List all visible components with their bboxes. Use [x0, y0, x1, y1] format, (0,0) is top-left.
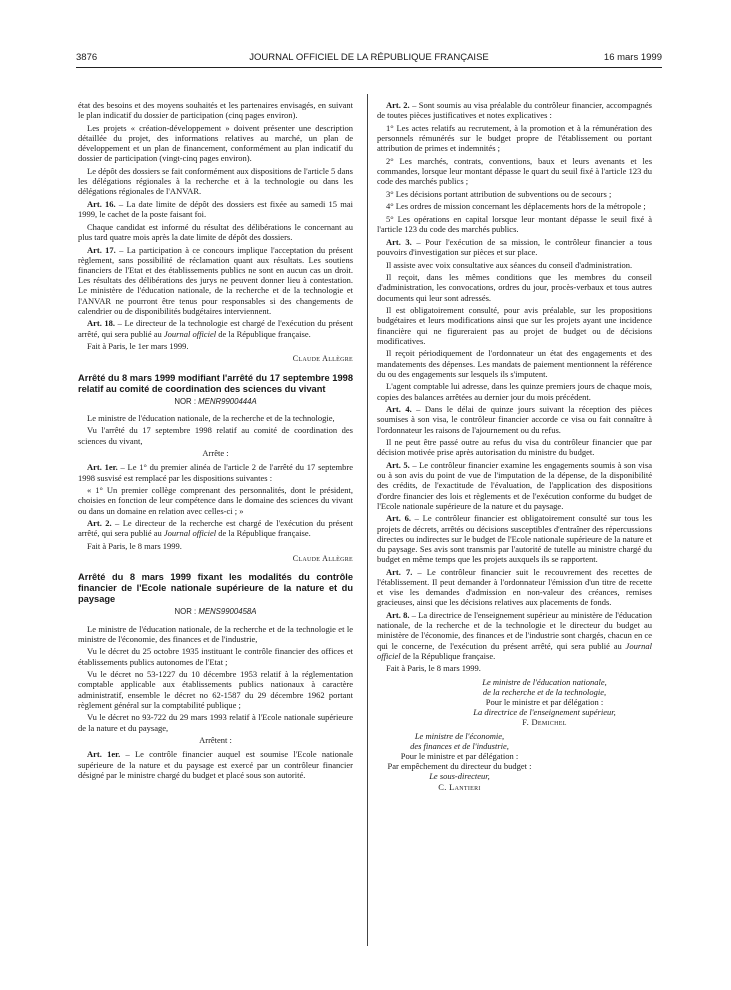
article-2 [377, 100, 652, 120]
page-header [76, 52, 662, 66]
nor-reference: NOR : MENS9900458A [174, 607, 257, 617]
paragraph: Il ne peut être passé outre au refus du visa du contrôleur financier que par décision motivée prise après autorisation du ministre du budget. [377, 437, 652, 458]
signing-place-date: Fait à Paris, le 8 mars 1999. [87, 541, 182, 551]
paragraph: Il reçoit périodiquement de l'ordonnateur un état des engagements et des mandatements des dépenses. Les mandats de paiement mentionnent la référence du ou des engagements sur lesquels ils s'imputent. [377, 348, 652, 379]
decree-title: Arrêté du 8 mars 1999 modifiant l'arrêté du 17 septembre 1998 relatif au comité de coordination des sciences du vivant [78, 372, 353, 394]
article-1 [78, 749, 353, 780]
article-text: – La directrice de l'enseignement supérieur au ministère de l'éducation nationale, de la recherche et de la technologie et le directeur du budget au ministère de l'économie, des finances et de l'industrie sont chargés, chacun en ce qui le concerne, de l'exécution du présent arrêté, qui sera publié au [377, 609, 653, 651]
article-label: Art. 2. [386, 100, 410, 110]
article-text: de la République française. [216, 528, 311, 539]
article-1 [78, 462, 353, 482]
article-text: – Le contrôleur financier examine les engagements soumis à son visa ou à son avis du point de vue de l'imputation de la dépense, de la disponibilité des crédits, de l'exactitude de l'évaluation, de l'application des dispositions d'ordre financier des lois et règlements et de l'exécution conforme du budget de l'Ecole nationale supérieure de la nature et du paysage. [377, 459, 652, 511]
paragraph: Vu le décret no 53-1227 du 10 décembre 1953 relatif à la réglementation comptable applicable aux établissements publics nationaux à caractère administratif, ensemble le décret no 62-1587 du 29 décembre 1962 portant règlement général sur la comptabilité publique ; [78, 669, 353, 710]
signatory-title: La directrice de l'enseignement supérieur, [473, 707, 616, 718]
article-2 [78, 518, 353, 538]
article-label: Art. 4. [386, 404, 412, 415]
paragraph: Il est obligatoirement consulté, pour avis préalable, sur les propositions budgétaires et leurs modifications ainsi que sur les projets ayant une incidence financière qui ne figureraient pas au projet de budget ou de décisions modificatives. [377, 305, 652, 346]
signatory: Claude Allègre [292, 354, 353, 364]
paragraph: Le ministre de l'éducation nationale, de la recherche et de la technologie et le ministre de l'économie, des finances et de l'industrie, [78, 623, 353, 644]
paragraph: Chaque candidat est informé du résultat des délibérations le concernant au plus tard quatre mois après la date limite de dépôt des dossiers. [78, 221, 353, 242]
delegation-line: Par empêchement du directeur du budget : [387, 761, 532, 772]
quoted-provision: « 1° Un premier collège comprenant des personnalités, dont le président, choisies en fonction de leur compétence dans le domaine des sciences du vivant ou dans un domaine en relation avec celles-ci ; » [78, 485, 353, 516]
article-text: de la République française. [400, 650, 496, 661]
article-text: – Le directeur de la technologie est chargé de l'exécution du présent arrêté, qui sera publié au [78, 318, 353, 339]
paragraph: Vu le décret no 93-722 du 29 mars 1993 relatif à l'Ecole nationale supérieure de la nature et du paysage, [78, 712, 353, 733]
list-item: 2° Les marchés, contrats, conventions, baux et leurs avenants et les commandes, lorsque leur montant dépasse le quart du seuil fixé à l'article 123 du code des marchés publics ; [377, 155, 652, 187]
delegation-line: Pour le ministre et par délégation : [485, 697, 604, 707]
article-text: – La participation à ce concours implique l'acceptation du présent règlement, sans possibilité de réclamation quant aux résultats. Les soutiens financiers de l'Etat et des établissements publics ne sont en aucun cas un droit. Les résultats des délibérations des jurys ne peuvent donner lieu à contestation. Le ministère de l'éducation nationale, de la recherche et de la technologie et l'ANVAR ne pourront être tenus pour responsables si des changements de calendrier ou de disponibilités budgétaires interviennent. [78, 244, 353, 316]
article-text: de la République française. [216, 328, 311, 339]
paragraph: Vu l'arrêté du 17 septembre 1998 relatif au comité de coordination des sciences du vivant, [78, 425, 353, 446]
arrete-heading: Arrêtent : [199, 735, 232, 746]
signature-block-education [377, 677, 652, 728]
article-text: – Sont soumis au visa préalable du contrôleur financier, accompagnés de toutes pièces justificatives et notes explicatives : [377, 100, 652, 121]
nor-reference: NOR : MENR9900444A [174, 396, 257, 406]
article-4 [377, 404, 652, 435]
signatory: C. Lantieri [438, 781, 481, 792]
journal-ref: Journal officiel [377, 640, 652, 661]
right-column [377, 100, 652, 792]
signatory-title: de la recherche et de la technologie, [482, 686, 607, 697]
article-text: – Le directeur de la recherche est chargé de l'exécution du présent arrêté, qui sera publié au [78, 518, 353, 539]
article-label: Art. 1er. [87, 749, 121, 760]
article-label: Art. 5. [386, 459, 410, 470]
paragraph: Le ministre de l'éducation nationale, de la recherche et de la technologie, [87, 412, 335, 423]
article-text: – Le 1° du premier alinéa de l'article 2 de l'arrêté du 17 septembre 1998 susvisé est remplacé par les dispositions suivantes : [78, 462, 353, 483]
column-divider [367, 94, 368, 946]
article-16 [78, 199, 353, 219]
list-item: 3° Les décisions portant attribution de subventions ou de secours ; [386, 188, 612, 199]
signing-place-date: Fait à Paris, le 1er mars 1999. [87, 341, 189, 352]
paragraph: Vu le décret du 25 octobre 1935 instituant le contrôle financier des offices et établissements publics autonomes de l'Etat ; [78, 646, 353, 667]
article-label: Art. 8. [386, 609, 410, 620]
article-text: – La date limite de dépôt des dossiers est fixée au samedi 15 mai 1999, le cachet de la poste faisant foi. [78, 199, 353, 220]
article-18 [78, 318, 353, 338]
paragraph: Il assiste avec voix consultative aux séances du conseil d'administration. [386, 259, 633, 270]
article-text: – Le contrôle financier auquel est soumise l'Ecole nationale supérieure de la nature et du paysage est exercé par un contrôleur financier désigné par le ministre chargé du budget et placé sous son autorité. [78, 749, 353, 780]
paragraph: Le dépôt des dossiers se fait conformément aux dispositions de l'article 5 dans les délégations régionales à la recherche et à la technologie ou dans les délégations régionales de l'ANVAR. [78, 166, 353, 197]
decree-title: Arrêté du 8 mars 1999 fixant les modalités du contrôle financier de l'Ecole nationale supérieure de la nature et du paysage [78, 572, 353, 605]
article-7 [377, 567, 652, 608]
article-label: Art. 1er. [87, 462, 118, 473]
list-item: 4° Les ordres de mission concernant les déplacements hors de la métropole ; [386, 201, 646, 212]
article-8 [377, 610, 652, 661]
article-5 [377, 460, 652, 511]
journal-ref: Journal officiel [163, 328, 217, 339]
nor-code: MENR9900444A [198, 396, 257, 406]
journal-title: JOURNAL OFFICIEL DE LA RÉPUBLIQUE FRANÇAISE [249, 52, 489, 63]
article-label: Art. 16. [87, 199, 116, 209]
article-text: – Le contrôleur financier suit le recouvrement des recettes de l'établissement. Il peut demander à l'ordonnateur l'émission d'un titre de recette et vise les demandes d'admission en non-valeur des créances, remises gracieuses, ainsi que les décisions relatives aux placements de fonds. [377, 566, 653, 608]
article-3 [377, 237, 652, 257]
signatory: F. Demichel [522, 717, 567, 728]
article-6 [377, 513, 652, 564]
header-divider [76, 67, 662, 68]
paragraph: état des besoins et des moyens souhaités et les partenaires envisagés, en suivant le plan indicatif du dossier de participation (cinq pages environ). [78, 100, 353, 121]
journal-ref: Journal officiel [163, 528, 217, 539]
article-label: Art. 3. [386, 236, 412, 247]
paragraph: L'agent comptable lui adresse, dans les quinze premiers jours de chaque mois, copies des balances arrêtées au dernier jour du mois précédent. [377, 381, 652, 402]
signature-block-economy [377, 731, 652, 792]
article-17 [78, 245, 353, 316]
article-text: – Dans le délai de quinze jours suivant la réception des pièces soumises à son visa, le contrôleur financier accorde ce visa ou fait connaître à l'ordonnateur les raisons de l'ajournement ou du refus. [377, 404, 652, 435]
signatory-title: des finances et de l'industrie, [410, 740, 509, 751]
article-label: Art. 18. [87, 318, 116, 329]
delegation-line: Pour le ministre et par délégation : [400, 751, 519, 762]
article-text: – Pour l'exécution de sa mission, le contrôleur financier a tous pouvoirs d'investigation sur pièces et sur place. [377, 236, 652, 257]
signatory-title: Le ministre de l'économie, [414, 730, 505, 741]
issue-date: 16 mars 1999 [603, 52, 662, 63]
signatory-title: Le ministre de l'éducation nationale, [482, 676, 607, 687]
signing-place-date: Fait à Paris, le 8 mars 1999. [386, 663, 481, 674]
article-text: – Le contrôleur financier est obligatoirement consulté sur tous les projets de décrets, arrêtés ou décisions susceptibles d'entraîner des répercussions directes ou indirectes sur le budget de l'Ecole nationale supérieure de la nature et du paysage. Ses avis sont transmis par l'autorité de tutelle au ministre chargé du budget en même temps que les projets auxquels ils se rapportent. [377, 513, 652, 565]
paragraph: Il reçoit, dans les mêmes conditions que les membres du conseil d'administration, les convocations, ordres du jour, procès-verbaux et tous autres documents qui leur sont adressés. [377, 272, 652, 303]
page-number: 3876 [76, 52, 98, 63]
signatory-title: Le sous-directeur, [429, 771, 490, 782]
paragraph: Les projets « création-développement » doivent présenter une description détaillée du projet, des informations relatives au marché, un plan de développement et un plan de financement, conformément au plan indicatif du dossier de participation (vingt-cinq pages environ). [78, 122, 353, 164]
list-item: 5° Les opérations en capital lorsque leur montant dépasse le seuil fixé à l'article 123 du code des marchés publics. [377, 213, 652, 235]
list-item: 1° Les actes relatifs au recrutement, à la promotion et à la rémunération des personnels rémunérés sur le budget propre de l'établissement ou portant attribution de primes et indemnités ; [377, 122, 652, 154]
arrete-heading: Arrête : [202, 448, 229, 459]
article-label: Art. 17. [87, 244, 116, 255]
article-label: Art. 7. [386, 566, 413, 577]
left-column [78, 100, 353, 782]
article-label: Art. 2. [87, 518, 112, 529]
article-label: Art. 6. [386, 513, 411, 524]
signatory: Claude Allègre [292, 554, 353, 564]
nor-code: MENS9900458A [198, 607, 257, 617]
